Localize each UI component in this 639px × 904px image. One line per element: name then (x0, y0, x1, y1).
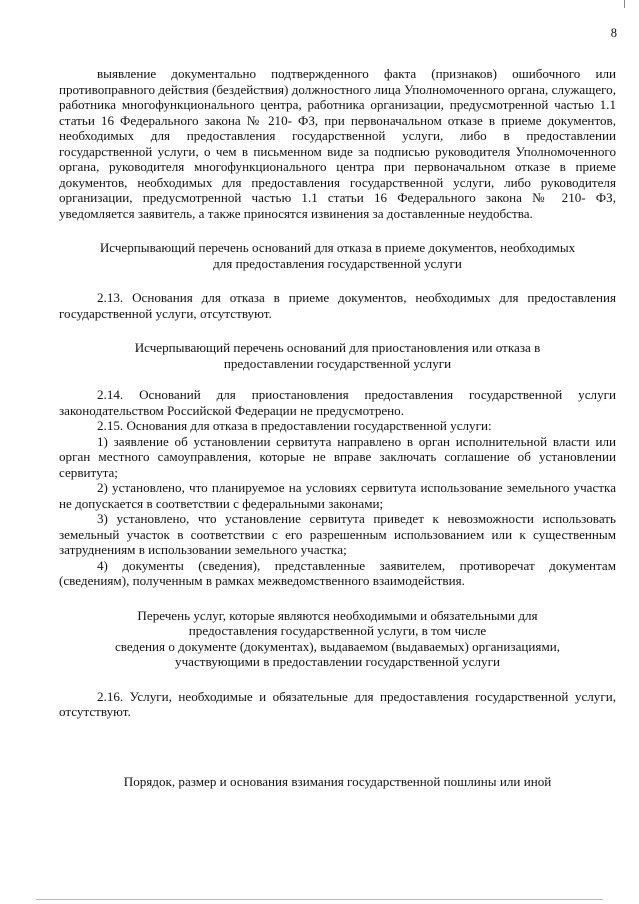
heading-line: Исчерпывающий перечень оснований для отказа в приеме документов, необходимых (99, 240, 576, 255)
heading-line: для предоставления государственной услуги (213, 255, 462, 271)
heading-line: Исчерпывающий перечень оснований для приостановления или отказа в (134, 340, 541, 355)
heading-line: участвующими в предоставлении государственной услуги (175, 654, 500, 669)
list-item-2-15-4: 4) документы (сведения), представленные заявителем, противоречат документам (сведениям), полученным в рамках межведомственного взаимодействия. (59, 557, 616, 588)
paragraph-2-16: 2.16. Услуги, необходимые и обязательные для предоставления государственной услуги, отсутствуют. (59, 688, 616, 719)
heading-state-duty: Порядок, размер и основания взимания государственной пошлины или иной (123, 773, 552, 789)
scan-bottom-edge (36, 899, 603, 900)
heading-line: Перечень услуг, которые являются необходимыми и обязательными для (137, 607, 538, 623)
heading-line: предоставления государственной услуги, в том числе (188, 623, 487, 638)
heading-necessary-services (59, 608, 616, 670)
heading-suspension-refusal (59, 340, 616, 371)
paragraph-2-13: 2.13. Основания для отказа в приеме документов, необходимых для предоставления государственной услуги, отсутствуют. (59, 290, 616, 321)
paragraph-2-14: 2.14. Оснований для приостановления предоставления государственной услуги законодательством Российской Федерации не предусмотрено. (59, 387, 616, 418)
scan-edge-mark (624, 0, 625, 8)
heading-refusal-documents (59, 240, 616, 271)
heading-line: сведения о документе (документах), выдаваемом (выдаваемых) организациями, (114, 638, 561, 654)
paragraph-2-15: 2.15. Основания для отказа в предоставлении государственной услуги: (97, 418, 492, 433)
list-item-2-15-1: 1) заявление об установлении сервитута направлено в орган исполнительной власти или орган местного самоуправления, которые не вправе заключать соглашение об установлении сервитута; (59, 433, 616, 480)
list-item-2-15-2: 2) установлено, что планируемое на условиях сервитута использование земельного участка не допускается в соответствии с федеральными законами; (59, 480, 616, 511)
heading-line: предоставлении государственной услуги (223, 355, 452, 371)
page-content (59, 66, 616, 789)
page-number: 8 (610, 26, 617, 40)
list-item-2-15-3: 3) установлено, что установление сервитута приведет к невозможности использовать земельный участок в соответствии с его разрешенным использованием или к существенным затруднениям в использовании земельного участка; (59, 511, 616, 557)
intro-paragraph: выявление документально подтвержденного факта (признаков) ошибочного или противоправного действия (бездействия) должностного лица Уполномоченного органа, служащего, работника многофункционального центра, работника организации, предусмотренной частью 1.1 статьи 16 Федерального закона № 210- ФЗ, при первоначальном отказе в приеме документов, необходимых для предоставления государственной услуги, либо в предоставлении государственной услуги, о чем в письменном виде за подписью руководителя Уполномоченного органа, руководителя многофункционального центра при первоначальном отказе в приеме документов, необходимых для предоставления государственной услуги, либо руководителя организации, предусмотренной частью 1.1 статьи 16 Федерального закона № 210- ФЗ, уведомляется заявитель, а также приносятся извинения за доставленные неудобства. (59, 66, 616, 221)
